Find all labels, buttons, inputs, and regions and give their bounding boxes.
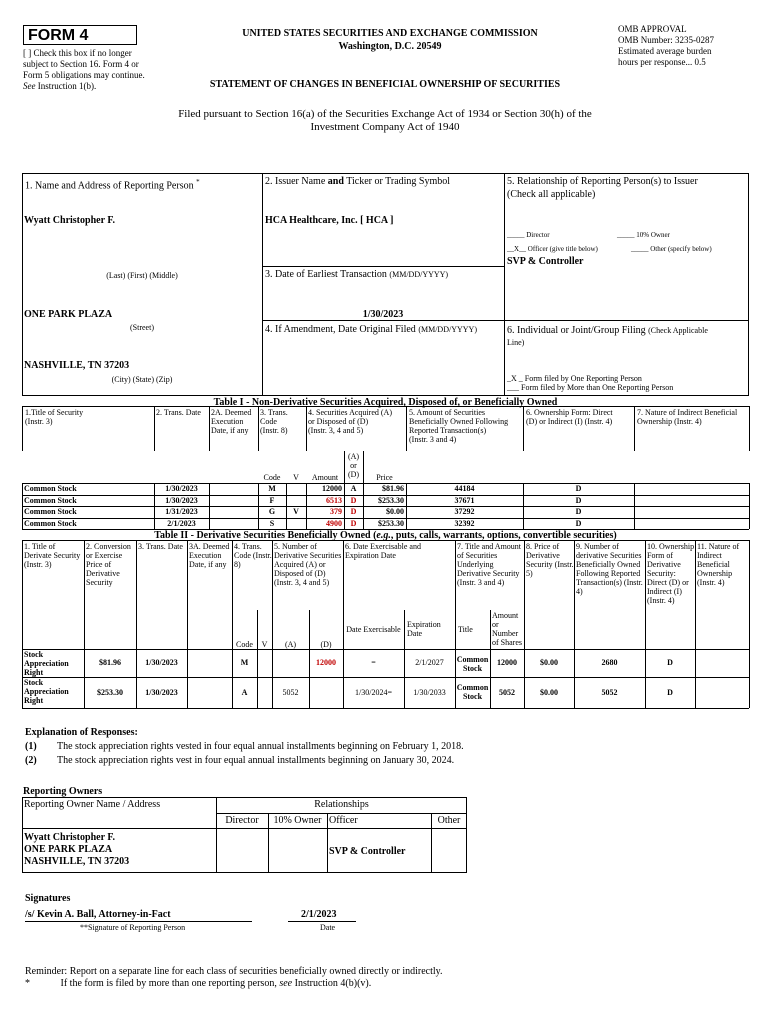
table1-row-form: D: [575, 495, 582, 505]
table1-row-code: G: [268, 507, 276, 516]
t1-sub-code: Code: [263, 473, 281, 482]
owner-name-block: [24, 832, 129, 868]
date-caption: Date: [320, 923, 336, 932]
table2-row-date: 1/30/2023: [145, 687, 178, 697]
signature-caption: **Signature of Reporting Person: [80, 923, 186, 932]
table2-row-code: A: [241, 687, 248, 697]
t2-h11: 11. Nature of Indirect Beneficial Ownership (Instr. 4): [697, 542, 740, 587]
table1-row-price: $253.30: [378, 518, 404, 528]
t2-h1: 1. Title of Derivate Security (Instr. 3): [24, 542, 81, 569]
check-note-end: Instruction 1(b).: [37, 81, 97, 91]
table2-row-title: Stock Appreciation Right: [24, 650, 69, 677]
box4-label: 4. If Amendment, Date Original Filed (MM/DD/YYYY): [265, 324, 477, 335]
statement-title: STATEMENT OF CHANGES IN BENEFICIAL OWNERSHIP OF SECURITIES: [209, 79, 561, 90]
table2-row-date: 1/30/2023: [145, 658, 178, 667]
table2-row-exercisable: =: [371, 658, 376, 667]
t2-h5: 5. Number of Derivative Securities Acquired (A) or Disposed of (D) (Instr. 3, 4 and 5): [274, 542, 342, 587]
table1-row-price: $253.30: [378, 495, 404, 505]
table2-row-d: 12000: [316, 658, 336, 667]
t2-h9: 9. Number of derivative Securities Beneficially Owned Following Reported Transaction(s) (Instr. 4): [576, 542, 643, 596]
owners-heading: Reporting Owners: [23, 786, 103, 797]
multi-person-note: * If the form is filed by more than one reporting person, see Instruction 4(b)(v).: [25, 978, 372, 989]
table2-row-owned: 5052: [601, 687, 618, 697]
table1-row-date: 1/31/2023: [165, 507, 198, 516]
owner-officer-title: SVP & Controller: [329, 846, 406, 857]
table2-row-code: M: [240, 658, 249, 667]
table1-row-aord: D: [350, 518, 357, 528]
t1-sub-v: V: [293, 473, 299, 482]
filing-option-one: _X _ Form filed by One Reporting Person: [507, 374, 642, 383]
signatures-heading: Signatures: [25, 893, 71, 904]
t2-sub-exercisable: Date Exercisable: [346, 625, 401, 634]
table2-row-deriv-price: $0.00: [540, 658, 558, 667]
t1-h7: 7. Nature of Indirect Beneficial Ownership (Instr. 4): [637, 408, 738, 426]
t1-h5: 5. Amount of Securities Beneficially Owned Following Reported Transaction(s) (Instr. 3 and 4): [409, 408, 509, 444]
table1-row-form: D: [575, 484, 582, 493]
signer-name: /s/ Kevin A. Ball, Attorney-in-Fact: [25, 909, 171, 920]
owners-col-name: Reporting Owner Name / Address: [24, 799, 161, 810]
reporting-info-grid: [22, 173, 749, 396]
table2-row-underlying-amount: 5052: [499, 687, 515, 697]
table1-row-owned: 44184: [454, 484, 475, 493]
t1-h1: 1.Title of Security (Instr. 3): [25, 408, 84, 426]
table2-row-price: $253.30: [97, 687, 123, 697]
owners-col-officer: Officer: [329, 815, 358, 826]
box5-label-2: (Check all applicable): [507, 189, 596, 200]
filed-pursuant-line1: Filed pursuant to Section 16(a) of the Securities Exchange Act of 1934 or Section 30(h) of the: [178, 108, 592, 120]
box1-label-mark: *: [196, 178, 200, 186]
t2-h2: 2. Conversion or Exercise Price of Derivative Security: [86, 542, 131, 587]
omb-approval: OMB APPROVAL: [618, 24, 687, 34]
table2-row-owned: 2680: [601, 658, 618, 667]
t1-h3: 3. Trans. Code (Instr. 8): [260, 408, 288, 435]
omb-number: OMB Number: 3235-0287: [618, 35, 714, 45]
owner-name: Wyatt Christopher F.: [24, 832, 116, 843]
table1-row-price: $81.96: [382, 484, 404, 493]
t1-h4: 4. Securities Acquired (A) or Disposed of (D) (Instr. 3, 4 and 5): [308, 408, 392, 435]
relationship-officer: __X__ Officer (give title below): [507, 245, 598, 253]
t1-h6: 6. Ownership Form: Direct (D) or Indirect (I) (Instr. 4): [526, 408, 613, 426]
table2-row-underlying-title: Common Stock: [456, 683, 489, 701]
table1-row-amount: 12000: [322, 484, 342, 493]
t2-h10: 10. Ownership Form of Derivative Security: Direct (D) or Indirect (I) (Instr. 4): [647, 542, 695, 605]
t2-h8: 8. Price of Derivative Security (Instr. 5): [526, 542, 574, 578]
explanation-number: (2): [25, 755, 37, 766]
city-caption: (City) (State) (Zip): [111, 375, 173, 384]
check-note-text: [ ] Check this box if no longer subject to Section 16. Form 4 or Form 5 obligations may continue.: [23, 48, 145, 80]
table2-row-a: 5052: [282, 687, 299, 697]
owner-street: ONE PARK PLAZA: [24, 844, 113, 855]
t2-sub-code: Code: [236, 640, 253, 649]
table1-row-title: Common Stock: [24, 518, 77, 528]
filing-option-more: ___ Form filed by More than One Reporting Person: [507, 383, 674, 392]
t2-sub-a: (A): [284, 640, 297, 649]
t2-h3a: 3A. Deemed Execution Date, if any: [189, 542, 230, 569]
omb-approval-block: [618, 24, 758, 68]
agency-name: UNITED STATES SECURITIES AND EXCHANGE COMMISSION: [242, 28, 538, 39]
table1-title: Table I - Non-Derivative Securities Acquired, Disposed of, or Beneficially Owned: [213, 397, 558, 408]
form-title-box: [23, 25, 137, 45]
table1-row-date: 1/30/2023: [165, 484, 198, 493]
table1-row-code: F: [269, 495, 275, 505]
reporting-person-street: ONE PARK PLAZA: [24, 309, 113, 320]
box5-label: 5. Relationship of Reporting Person(s) to Issuer: [507, 176, 698, 187]
star-mark: *: [25, 978, 30, 989]
explanation-heading: Explanation of Responses:: [25, 727, 138, 738]
table1-row-amount: 4900: [326, 518, 342, 528]
table1-row-price: $0.00: [386, 507, 404, 516]
table1-row-form: D: [575, 518, 582, 528]
table2-row-deriv-price: $0.00: [540, 687, 558, 697]
t2-sub-expiration: Expiration Date: [407, 620, 441, 638]
table1-row-date: 2/1/2023: [167, 518, 196, 528]
table1-row-aord: A: [350, 484, 357, 493]
t2-h4: 4. Trans. Code (Instr. 8): [234, 542, 272, 569]
owners-col-director: Director: [225, 815, 259, 826]
box1-label: 1. Name and Address of Reporting Person *: [25, 178, 200, 192]
t2-sub-v: V: [261, 640, 268, 649]
t2-sub-title: Title: [458, 625, 473, 634]
t2-h7: 7. Title and Amount of Securities Underlying Derivative Security (Instr. 3 and 4): [457, 542, 522, 587]
agency-city: Washington, D.C. 20549: [338, 41, 442, 52]
table1-row-amount: 379: [330, 507, 342, 516]
table1-row-owned: 37292: [454, 507, 475, 516]
t2-sub-d: (D): [320, 640, 332, 649]
t2-sub-amount: Amount or Number of Shares: [492, 611, 522, 647]
table2-row-expiration: 2/1/2027: [415, 658, 444, 667]
owner-city: NASHVILLE, TN 37203: [24, 856, 130, 867]
table2-row-form: D: [667, 658, 673, 667]
owners-col-ten: 10% Owner: [273, 815, 322, 826]
table1-row-title: Common Stock: [24, 484, 77, 493]
table1-row-amount: 6513: [326, 495, 342, 505]
street-caption: (Street): [130, 323, 154, 332]
table1-row-form: D: [575, 507, 582, 516]
table2-row-underlying-amount: 12000: [497, 658, 517, 667]
t2-h6: 6. Date Exercisable and Expiration Date: [345, 542, 421, 560]
filed-pursuant-line2: Investment Company Act of 1940: [310, 121, 460, 133]
table1-row-code: M: [268, 484, 276, 493]
table1-row-owned: 32392: [454, 518, 475, 528]
t2-h3: 3. Trans. Date: [138, 542, 183, 551]
name-caption: (Last) (First) (Middle): [106, 271, 178, 280]
relationship-ten-percent: _____ 10% Owner: [617, 231, 670, 239]
table2-row-underlying-title: Common Stock: [456, 655, 489, 673]
relationship-director: _____ Director: [507, 231, 550, 239]
t1-sub-amount: Amount: [311, 473, 339, 482]
table1-row-owned: 37671: [454, 495, 475, 505]
table2-row-form: D: [667, 687, 673, 697]
table2-row-exercisable: 1/30/2024=: [355, 687, 392, 697]
issuer-name: HCA Healthcare, Inc. [ HCA ]: [265, 215, 394, 226]
table1-row-date: 1/30/2023: [165, 495, 198, 505]
table1-row-title: Common Stock: [24, 495, 77, 505]
table1-row-aord: D: [350, 507, 357, 516]
t1-h2a: 2A. Deemed Execution Date, if any: [211, 408, 252, 435]
owners-col-other: Other: [437, 815, 461, 826]
signature-date: 2/1/2023: [301, 909, 337, 920]
reporting-person-city: NASHVILLE, TN 37203: [24, 360, 130, 371]
table1-row-code: S: [269, 518, 275, 528]
reporting-person-name: Wyatt Christopher F.: [24, 215, 116, 226]
table2-row-title: Stock Appreciation Right: [24, 678, 69, 705]
table2-row-expiration: 1/30/2033: [413, 687, 446, 697]
reminder-text: Reminder: Report on a separate line for each class of securities beneficially owned directly or indirectly.: [25, 966, 443, 977]
omb-hours: hours per response... 0.5: [618, 57, 706, 67]
explanation-text: The stock appreciation rights vested in four equal annual installments beginning on February 1, 2018.: [57, 741, 464, 752]
relationship-other: _____ Other (specify below): [631, 245, 712, 253]
box6-label: 6. Individual or Joint/Group Filing (Check Applicable Line): [507, 325, 708, 347]
no-longer-subject-note: [23, 48, 151, 92]
owners-col-relationships: Relationships: [314, 799, 369, 810]
table1-row-title: Common Stock: [24, 507, 77, 516]
table1-row-aord: D: [350, 495, 357, 505]
t1-sub-price: Price: [376, 473, 393, 482]
explanation-number: (1): [25, 741, 37, 752]
box2-label: 2. Issuer Name and Ticker or Trading Symbol: [265, 176, 451, 187]
table2-title: Table II - Derivative Securities Beneficially Owned (e.g., puts, calls, warrants, options, convertible securities): [154, 530, 617, 541]
officer-title: SVP & Controller: [507, 256, 584, 267]
box3-label: 3. Date of Earliest Transaction (MM/DD/YYYY): [265, 269, 449, 280]
t1-h2: 2. Trans. Date: [156, 408, 201, 417]
omb-burden: Estimated average burden: [618, 46, 712, 56]
earliest-transaction-date: 1/30/2023: [362, 309, 404, 320]
t1-sub-aord: (A) or (D): [347, 452, 360, 479]
table1-row-v: V: [293, 507, 299, 516]
explanation-text: The stock appreciation rights vest in four equal annual installments beginning on January 30, 2024.: [57, 755, 455, 766]
table2-row-price: $81.96: [99, 658, 121, 667]
check-note-see: See: [23, 81, 36, 91]
form-title: FORM 4: [28, 27, 89, 44]
